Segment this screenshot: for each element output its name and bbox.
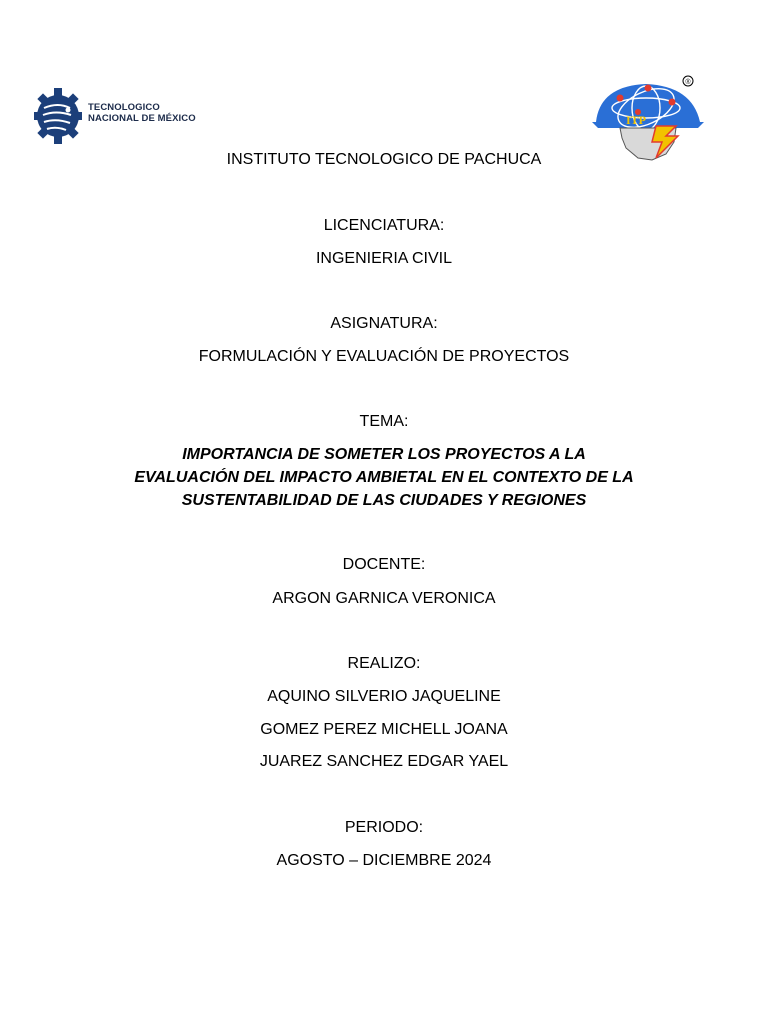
- degree-label: LICENCIATURA:: [323, 217, 445, 234]
- subject-value: FORMULACIÓN Y EVALUACIÓN DE PROYECTOS: [198, 348, 570, 365]
- authors-label: REALIZO:: [347, 655, 421, 672]
- tecnm-gear-icon: [34, 80, 84, 152]
- subject-label: ASIGNATURA:: [330, 315, 438, 332]
- topic-line-2: EVALUACIÓN DEL IMPACTO AMBIETAL EN EL CONTEXTO DE LA: [134, 469, 634, 486]
- topic-label: TEMA:: [359, 413, 409, 430]
- tecnm-logo-text: [88, 102, 196, 124]
- registered-mark: ®: [685, 79, 691, 86]
- period-value: AGOSTO – DICIEMBRE 2024: [276, 852, 492, 869]
- topic-line-1: IMPORTANCIA DE SOMETER LOS PROYECTOS A LA: [182, 446, 586, 463]
- itp-logo-mark: ITP: [626, 113, 647, 127]
- tecnm-logo: [34, 80, 194, 152]
- institute-name: INSTITUTO TECNOLOGICO DE PACHUCA: [226, 151, 542, 168]
- teacher-label: DOCENTE:: [342, 556, 426, 573]
- tecnm-logo-line2: NACIONAL DE MÉXICO: [88, 113, 196, 124]
- topic-title: [84, 443, 684, 512]
- author-2: GOMEZ PEREZ MICHELL JOANA: [260, 721, 508, 738]
- topic-line-3: SUSTENTABILIDAD DE LAS CIUDADES Y REGIONES: [181, 492, 587, 509]
- period-label: PERIODO:: [344, 819, 424, 836]
- author-1: AQUINO SILVERIO JAQUELINE: [267, 688, 501, 705]
- tecnm-logo-line1: TECNOLOGICO: [88, 102, 160, 113]
- degree-value: INGENIERIA CIVIL: [315, 250, 453, 267]
- teacher-value: ARGON GARNICA VERONICA: [272, 590, 496, 607]
- author-3: JUAREZ SANCHEZ EDGAR YAEL: [259, 753, 509, 770]
